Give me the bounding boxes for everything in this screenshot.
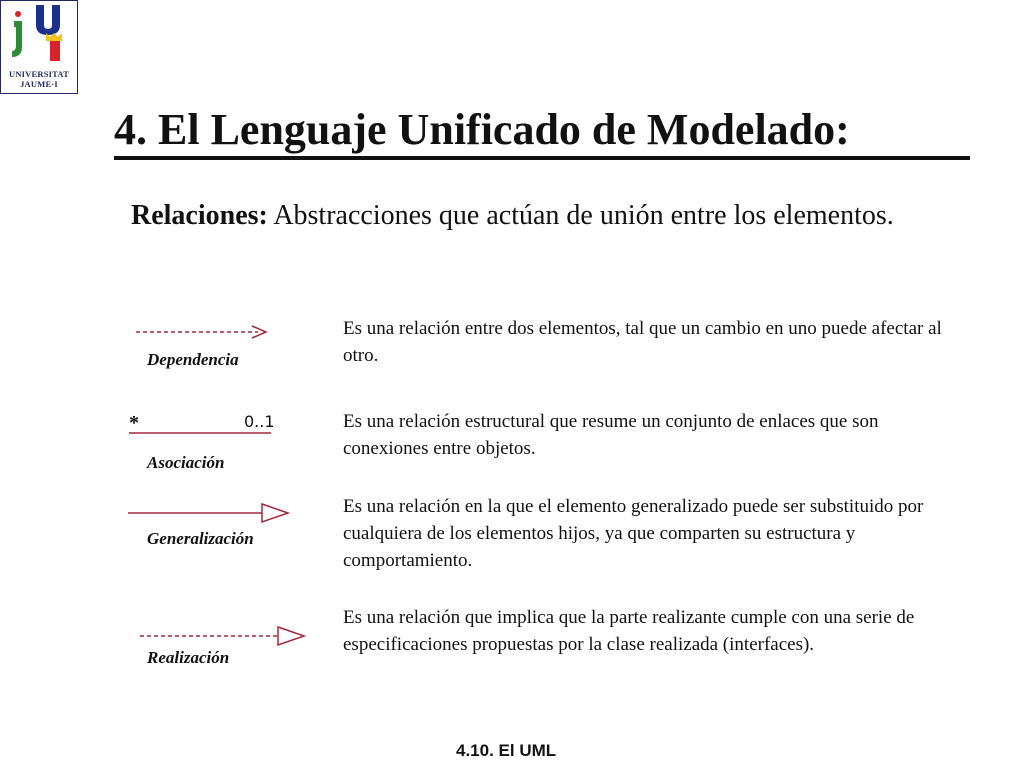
university-logo (0, 0, 78, 94)
relation-desc-dependencia: Es una relación entre dos elementos, tal que un cambio en uno puede afectar al otro. (343, 318, 942, 366)
association-multiplicity-left: * (129, 412, 139, 434)
association-line-icon (129, 428, 275, 438)
realization-arrow-icon (138, 624, 308, 648)
slide-footer: 4.10. El UML (456, 741, 557, 760)
relation-label-realizacion: Realización (147, 648, 230, 667)
dependency-arrow-icon (134, 322, 274, 342)
uji-emblem-icon (6, 3, 72, 67)
logo-line-1: UNIVERSITAT (9, 69, 69, 79)
intro-text: Abstracciones que actúan de unión entre los elementos. (267, 200, 894, 231)
slide-title: 4. El Lenguaje Unificado de Modelado: (114, 105, 850, 154)
association-multiplicity-right: 0..1 (244, 412, 275, 431)
intro-term: Relaciones: (131, 200, 268, 231)
relation-desc-realizacion: Es una relación que implica que la parte realizante cumple con una serie de especificaciones propuestas por la clase realizada (interfaces). (343, 607, 915, 655)
relation-desc-asociacion: Es una relación estructural que resume un conjunto de enlaces que son conexiones entre objetos. (343, 411, 879, 459)
logo-line-2: JAUME·I (20, 79, 58, 89)
title-underline (114, 156, 970, 160)
relation-label-asociacion: Asociación (147, 453, 225, 472)
generalization-arrow-icon (128, 500, 292, 526)
relation-desc-generalizacion: Es una relación en la que el elemento generalizado puede ser substituido por cualquiera de los elementos hijos, ya que comparten su estructura y comportamiento. (343, 496, 924, 571)
intro-paragraph (131, 196, 931, 236)
relation-label-dependencia: Dependencia (147, 350, 239, 369)
relation-label-generalizacion: Generalización (147, 529, 254, 548)
